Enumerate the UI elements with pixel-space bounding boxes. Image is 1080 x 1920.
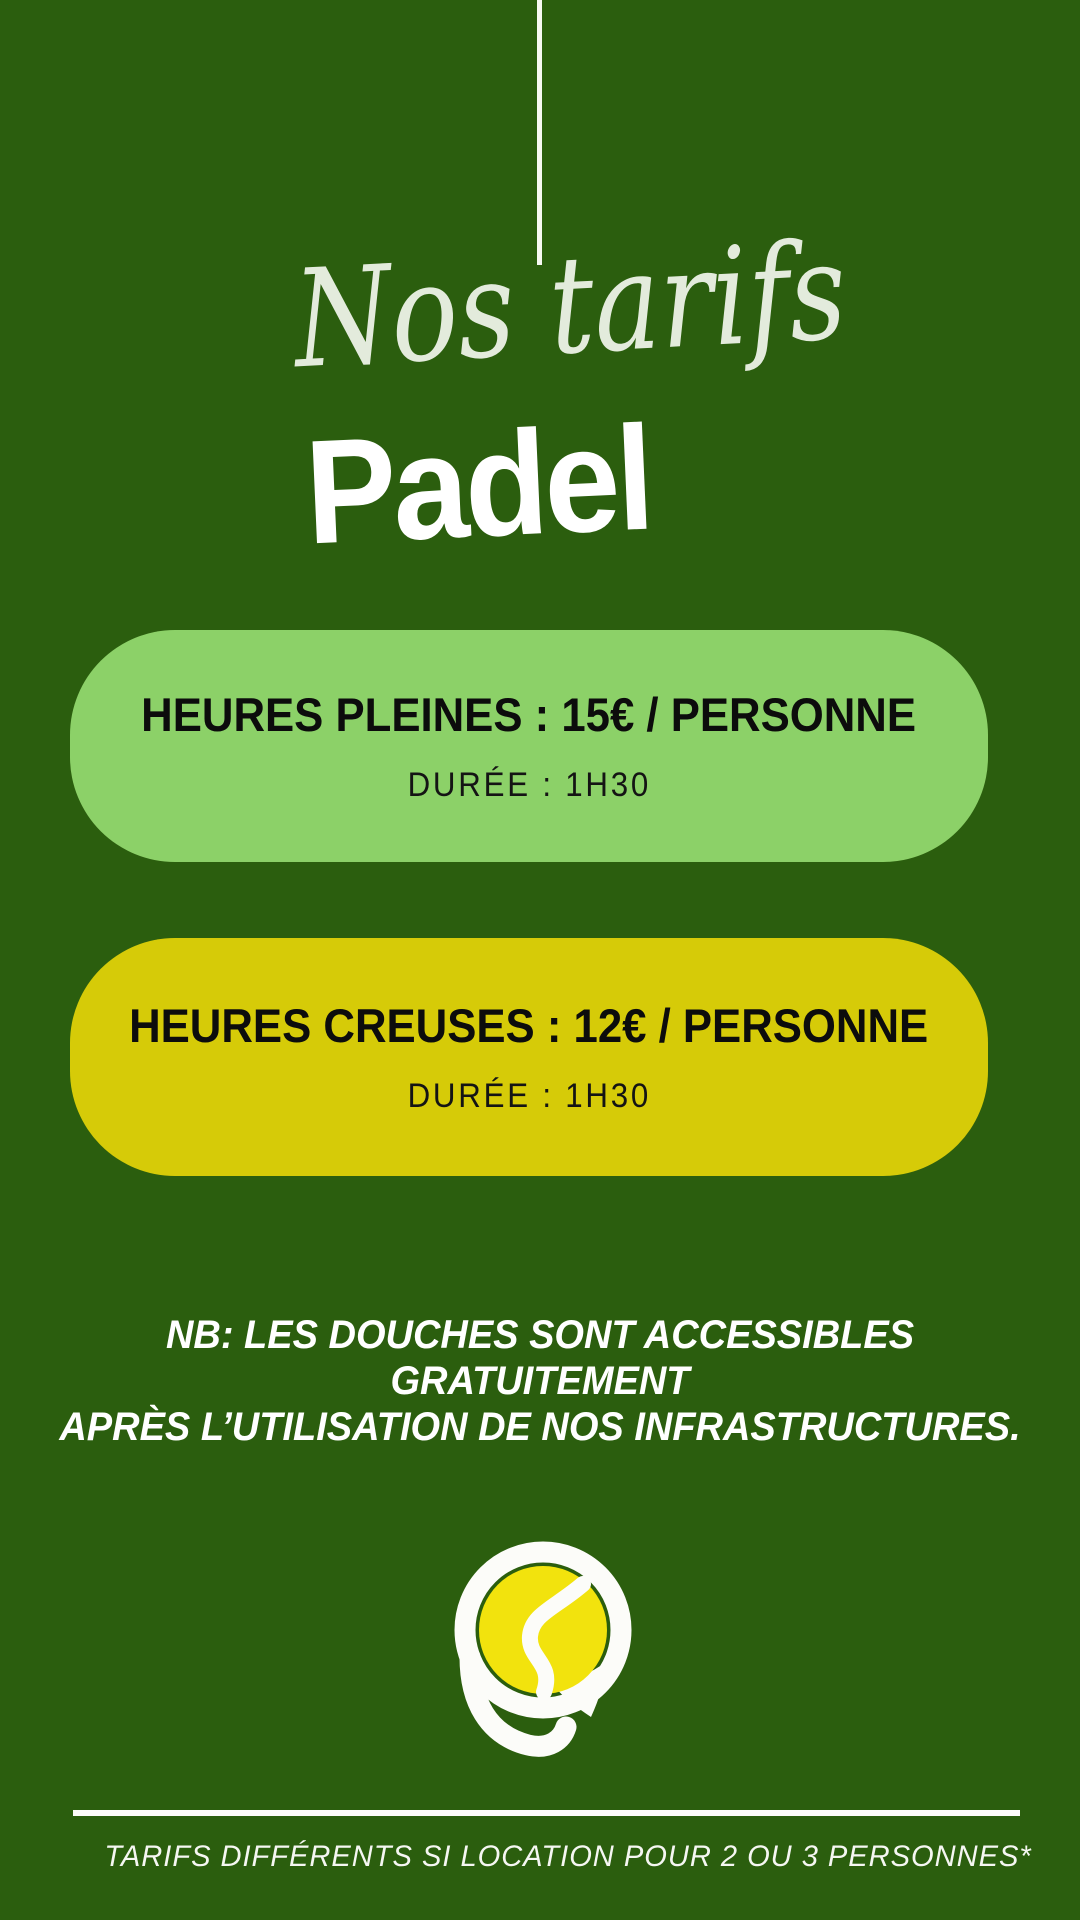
- showers-note: [27, 1312, 1053, 1450]
- price-card-off-peak-hours: [70, 938, 988, 1176]
- page-title: Padel: [302, 395, 654, 576]
- full-hours-price-label: HEURES PLEINES : 15€ / PERSONNE: [141, 688, 917, 741]
- top-vertical-line: [537, 0, 542, 265]
- script-title: Nos tarifs: [290, 212, 850, 399]
- tennis-ball-pin-icon: [433, 1516, 653, 1766]
- showers-note-line1: NB: LES DOUCHES SONT ACCESSIBLES GRATUITEMENT: [165, 1313, 915, 1403]
- price-card-full-hours: [70, 630, 988, 862]
- showers-note-line2: APRÈS L’UTILISATION DE NOS INFRASTRUCTURES.: [59, 1405, 1021, 1449]
- off-peak-price-label: HEURES CREUSES : 12€ / PERSONNE: [129, 999, 929, 1052]
- footer-divider-line: [73, 1810, 1020, 1816]
- full-hours-duration-label: DURÉE : 1H30: [407, 766, 651, 804]
- footer-disclaimer: TARIFS DIFFÉRENTS SI LOCATION POUR 2 OU 3 PERSONNES*: [104, 1840, 1032, 1873]
- off-peak-duration-label: DURÉE : 1H30: [407, 1077, 651, 1115]
